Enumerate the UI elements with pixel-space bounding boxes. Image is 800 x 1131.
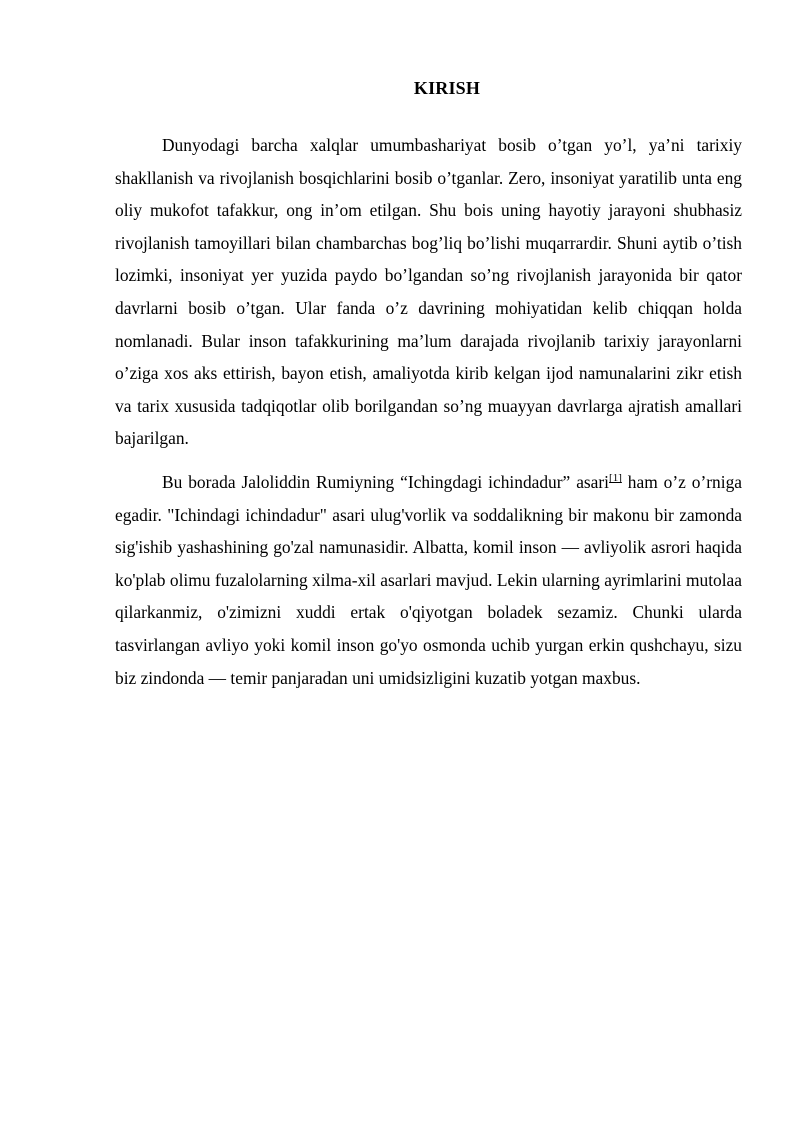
paragraph-rumi [115,466,742,694]
page-title: KIRISH [413,78,481,98]
paragraph-introduction: Dunyodagi barcha xalqlar umumbashariyat bosib o’tgan yo’l, ya’ni tarixiy shakllanish va rivojlanish bosqichlarini bosib o’tganlar. Zero, insoniyat yaratilib unta eng oliy mukofot tafakkur, ong in’om etilgan. Shu bois uning hayotiy jarayoni shubhasiz rivojlanish tamoyillari bilan chambarchas bog’liq bo’lishi muqarrardir. Shuni aytib o’tish lozimki, insoniyat yer yuzida paydo bo’lgandan so’ng rivojlanish jarayonida bir qator davrlarni bosib o’tgan. Ular fanda o’z davrining mohiyatidan kelib chiqqan holda nomlanadi. Bular inson tafakkurining ma’lum darajada rivojlanib tarixiy jarayonlarni o’ziga xos aks ettirish, bayon etish, amaliyotda kirib kelgan ijod namunalarini zikr etish va tarix xususida tadqiqotlar olib borilgandan so’ng muayyan davrlarga ajratish amallari bajarilgan. [115,135,742,449]
paragraph-rumi-text-start: Bu borada Jaloliddin Rumiyning “Ichingdagi ichindadur” asari [162,472,610,492]
paragraph-rumi-text-end: ham o’z o’rniga egadir. "Ichindagi ichindadur" asari ulug'vorlik va soddalikning bir makonu bir zamonda sig'ishib yashashining go'zal namunasidir. Albatta, komil inson — avliyolik asrori haqida ko'plab olimu fuzalolarning xilma-xil asarlari mavjud. Lekin ularning ayrimlarini mutolaa qilarkanmiz, o'zimizni xuddi ertak o'qiyotgan boladek sezamiz. Chunki ularda tasvirlangan avliyo yoki komil inson go'yo osmonda uchib yurgan erkin qushchayu, sizu biz zindonda — temir panjaradan uni umidsizligini kuzatib yotgan maxbus. [115,472,742,688]
footnote-link[interactable]: [1] [609,472,622,484]
